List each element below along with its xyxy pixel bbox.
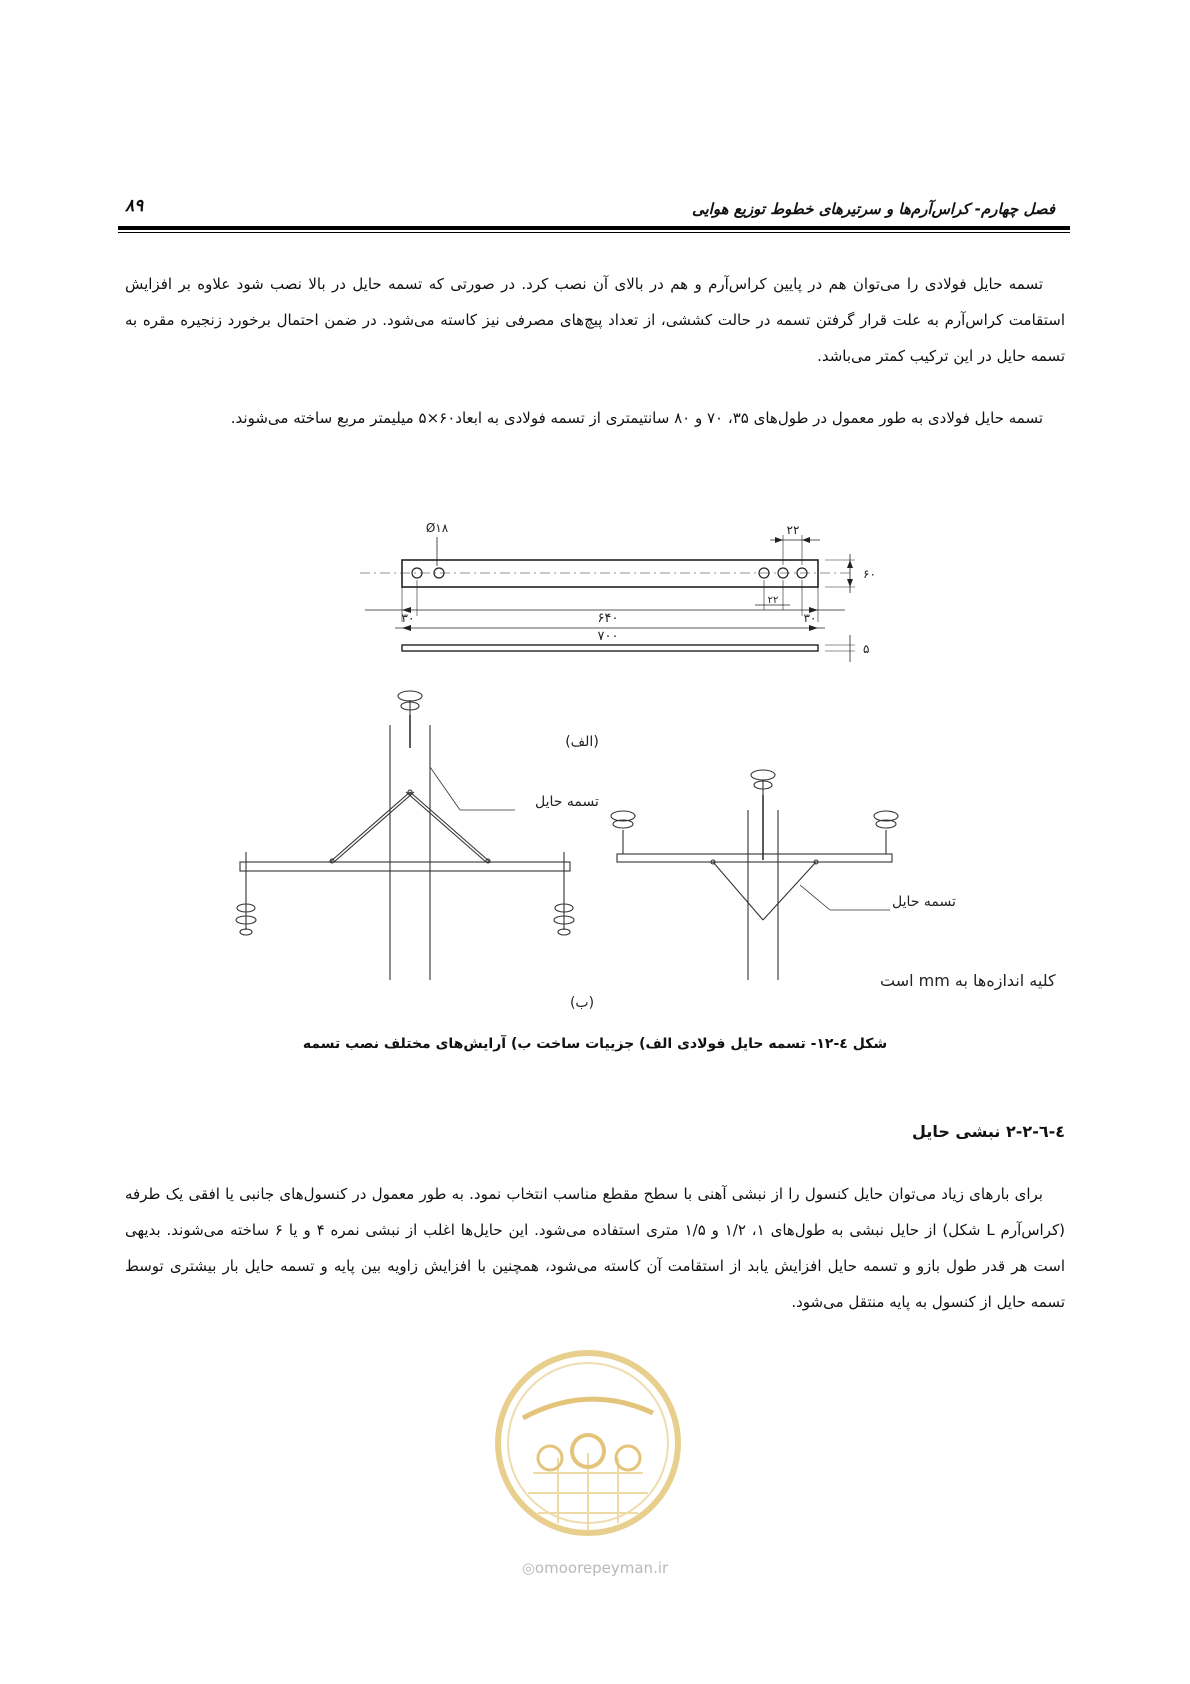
dim-width: ۶۰ [863,567,876,581]
figure-steel-brace [230,510,1056,1030]
watermark-url [0,1559,1190,1577]
globe-icon: ◎ [521,1559,535,1577]
arrangement-brace-above [236,691,574,980]
dim-end-left: ۳۰ [401,611,415,625]
plate-top-view [402,560,818,587]
section-title: نبشی حایل [912,1122,1001,1141]
watermark-logo [488,1343,688,1543]
units-note: کلیه اندازه‌ها به mm است [880,971,1056,990]
arrangement-brace-below [611,770,898,980]
label-part-a: (الف) [565,734,599,750]
paragraph-text: تسمه حایل فولادی را می‌توان هم در پایین کراس‌آرم و هم در بالای آن نصب کرد. در صورتی که تسمه حایل در بالا نصب شود علاوه بر افزایش استقامت کراس‌آرم به علت قرار گرفتن تسمه در حالت کششی، از تعداد پیچ‌های مصرفی نیز کاسته می‌شود. در ضمن احتمال برخورد زنجیره مقره به تسمه حایل در این ترکیب کمتر می‌باشد. [125,275,1065,365]
paragraph [125,1176,1065,1320]
paragraph-text: برای بارهای زیاد می‌توان حایل کنسول را از نبشی آهنی با سطح مقطع مناسب انتخاب نمود. به طور معمول در کنسول‌های جانبی یا افقی یک طرفه (کراس‌آرم L شکل) از حایل نبشی به طول‌های ۱، ۱/۲ و ۱/۵ متری استفاده می‌شود. این حایل‌ها اغلب از نبشی نمره ۴ و یا ۶ ساخته می‌شوند. بدیهی است هر قدر طول بازو و تسمه حایل افزایش یابد از استقامت آن کاسته می‌شود، همچنین با افزایش زاویه بین پایه و تسمه حایل بار بیشتری توسط تسمه حایل از کنسول به پایه منتقل می‌شود. [125,1185,1065,1311]
label-part-b: (ب) [569,995,595,1011]
brace-label-right: تسمه حایل [892,894,956,910]
paragraph-text: تسمه حایل فولادی به طور معمول در طول‌های ۳۵، ۷۰ و ۸۰ سانتیمتری از تسمه فولادی به ابعاد۶۰×۵ میلیمتر مربع ساخته می‌شوند. [230,409,1043,427]
dim-total-length: ۷۰۰ [597,629,619,644]
dim-hole-diameter: Ø۱۸ [425,521,449,535]
header-rule [118,226,1070,230]
dim-thickness: ۵ [863,642,870,656]
brace-label-left: تسمه حایل [535,794,599,810]
section-heading [912,1122,1065,1141]
watermark-url-text: omoorepeyman.ir [534,1559,669,1577]
page-number: ۸۹ [125,196,144,216]
chapter-title: فصل چهارم- کراس‌آرم‌ها و سرتیرهای خطوط توزیع هوایی [692,200,1055,218]
plate-side-view [402,645,818,651]
paragraph [125,266,1065,374]
dim-hole-spacing-top: ۲۲ [786,523,800,537]
section-number: ٤-٦-٢-٢ [1006,1122,1065,1141]
dim-center-length: ۶۴۰ [597,611,619,626]
dim-hole-spacing-bottom: ۲۲ [767,595,779,606]
dim-end-right: ۳۰ [803,611,817,625]
header-rule-thin [118,232,1070,233]
figure-caption: شکل ٤-١٢- تسمه حایل فولادی الف) جزییات ساخت ب) آرایش‌های مختلف نصب تسمه [302,1036,888,1052]
paragraph [125,400,1065,436]
